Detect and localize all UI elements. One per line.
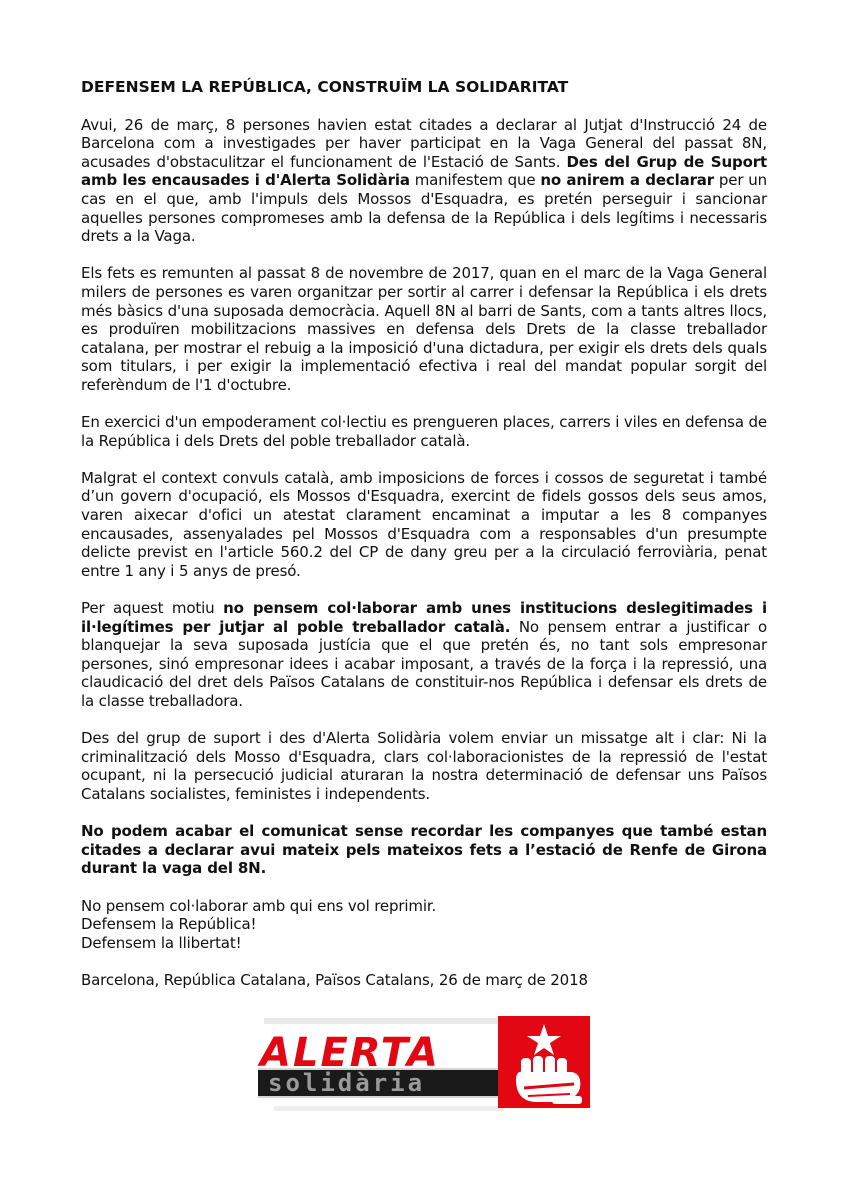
paragraph-6: Des del grup de suport i des d'Alerta Solidària volem enviar un missatge alt i clar: Ni la criminalització dels Mosso d'Esquadra, clars col·laboracionistes de la repressió de l'estat ocupant, ni la persecució judicial aturaran la nostra determinació de defensar uns Països Catalans socialistes, feministes i independents. [81, 729, 767, 803]
bold-reminder: No podem acabar el comunicat sense recordar les companyes que també estan citades a declarar avui mateix pels mateixos fets a l’estació de Renfe de Girona durant la vaga del 8N. [81, 822, 767, 878]
paragraph-5 [81, 599, 767, 711]
text-segment: Avui, 26 de març, 8 persones havien estat citades a declarar al Jutjat d'Instrucció 24 de Barcelona com a investigades per haver participat en la Vaga General del passat 8N, acusades d'obstaculitzar el funcionament de l'Estació de Sants. [81, 115, 767, 171]
paragraph-2: Els fets es remunten al passat 8 de novembre de 2017, quan en el marc de la Vaga General milers de persones es varen organitzar per sortir al carrer i defensar la República i els drets més bàsics d'una suposada democràcia. Aquell 8N al barri de Sants, com a tants altres llocs, es produïren mobilitzacions massives en defensa dels Drets de la classe treballador catalana, per mostrar el rebuig a la imposició d'una dictadura, per exigir els drets dels quals som titulars, i per exigir la implementació efectiva i real del mandat popular sorgit del referèndum de l'1 d'octubre. [81, 264, 767, 394]
paragraph-7-bold [81, 822, 767, 878]
bold-phrase: no pensem col·laborar amb unes institucions deslegitimades i il·legítimes per jutjar al poble treballador català. [81, 599, 767, 636]
text-segment: manifestem que [409, 171, 541, 190]
document-body [81, 78, 767, 1008]
signature-line: Barcelona, República Catalana, Països Catalans, 26 de març de 2018 [81, 970, 588, 989]
paragraph-1 [81, 116, 767, 246]
logo-texture-bar [274, 1106, 504, 1111]
logo-word-alerta: ALERTA [260, 1030, 440, 1076]
paragraph-4: Malgrat el context convuls català, amb imposicions de forces i cossos de seguretat i també d’un govern d'ocupació, els Mossos d'Esquadra, exercint de fidels gossos dels seus amos, varen aixecar d'ofici un atestat clarament encaminat a imputar a les 8 companyes encausades, assenyalades pel Mossos d'Esquadra com a responsables d'un presumpte delicte previst en l'article 560.2 del CP de dany greu per a la circulació ferroviària, penat entre 1 any i 5 anys de presó. [81, 468, 767, 580]
fist-star-emblem-icon [498, 1016, 590, 1108]
logo-texture-bar [264, 1018, 514, 1024]
text-segment: Per aquest motiu [81, 599, 224, 618]
document-title: DEFENSEM LA REPÚBLICA, CONSTRUÏM LA SOLIDARITAT [81, 78, 569, 96]
paragraph-3: En exercici d'un empoderament col·lectiu es prengueren places, carrers i viles en defensa de la República i dels Drets del poble treballador català. [81, 413, 767, 450]
closing-line-3: Defensem la llibertat! [81, 933, 242, 952]
text-segment: No pensem entrar a justificar o blanquejar la seva suposada justícia que el que pretén és, no tant sols empresonar persones, sinó empresonar idees i acabar imposant, a través de la força i la repressió, una claudicació del dret dels Països Catalans de constituir-nos República i defensar els drets de la classe treballadora. [81, 617, 767, 710]
text-segment: per un cas en el que, amb l'impuls dels Mossos d'Esquadra, es pretén perseguir i sancionar aquelles persones compromeses amb la defensa de la República i dels legítims i necessaris drets a la Vaga. [81, 171, 767, 246]
bold-phrase: no anirem a declarar [540, 171, 715, 190]
closing-line-2: Defensem la República! [81, 915, 257, 934]
closing-line-1: No pensem col·laborar amb qui ens vol reprimir. [81, 896, 437, 915]
alerta-solidaria-logo [254, 1010, 598, 1120]
closing-lines [81, 897, 767, 953]
logo-word-solidaria: solidària [268, 1069, 426, 1097]
bold-phrase: Des del Grup de Suport amb les encausades i d'Alerta Solidària [81, 152, 767, 190]
